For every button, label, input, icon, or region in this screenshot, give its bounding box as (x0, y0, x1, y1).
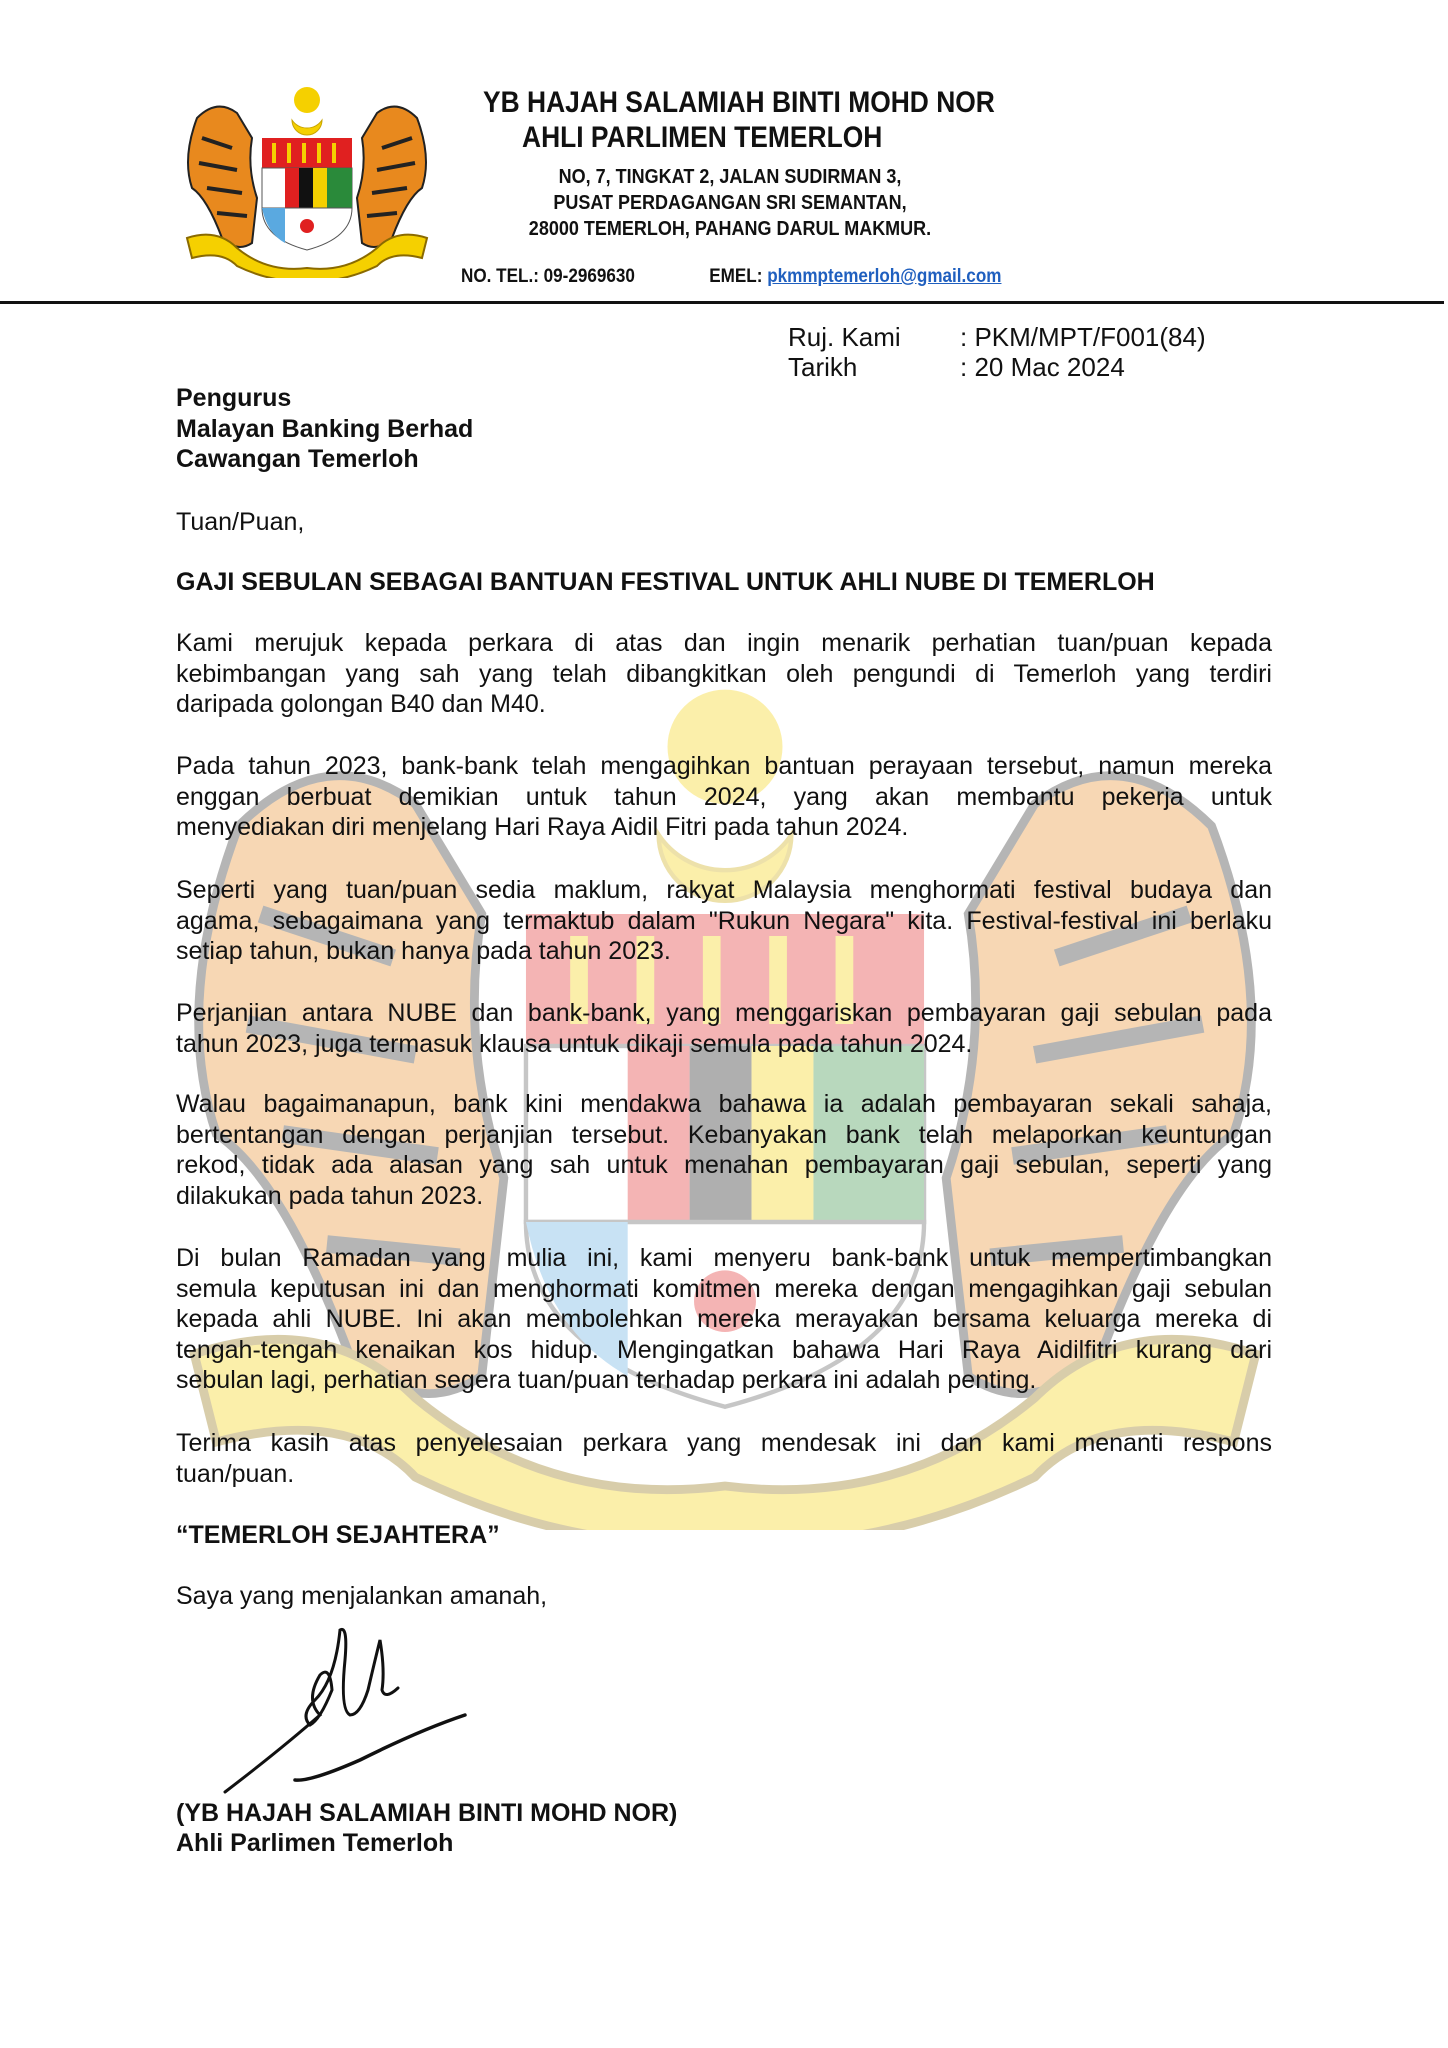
paragraph-line: Kami merujuk kepada perkara di atas dan ingin menarik perhatian tuan/puan kepada (176, 629, 1272, 657)
signature (220, 1620, 480, 1800)
recipient-line: Malayan Banking Berhad (176, 414, 474, 443)
paragraph (176, 1243, 1272, 1396)
contact-line (461, 266, 1001, 288)
motto: “TEMERLOH SEJAHTERA” (176, 1521, 500, 1549)
signatory-name: (YB HAJAH SALAMIAH BINTI MOHD NOR) (176, 1799, 678, 1827)
paragraph-line: tengah-tengah kenaikan kos hidup. Mengingatkan bahawa Hari Raya Aidilfitri kurang dari (176, 1335, 1272, 1364)
paragraph-line: tuan/puan. (176, 1459, 295, 1488)
paragraph-line: Terima kasih atas penyelesaian perkara yang mendesak ini dan kami menanti respons (176, 1429, 1272, 1457)
email-link[interactable]: pkmmptemerloh@gmail.com (767, 266, 1002, 287)
paragraph-line: kepada ahli NUBE. Ini akan membolehkan mereka merayakan bersama keluarga mereka di (176, 1305, 1272, 1333)
paragraph-line: dilakukan pada tahun 2023. (176, 1181, 484, 1210)
paragraph (176, 875, 1272, 967)
address-line-2: PUSAT PERDAGANGAN SRI SEMANTAN, (553, 192, 907, 214)
letterhead-name: YB HAJAH SALAMIAH BINTI MOHD NOR (483, 86, 995, 119)
paragraph-line: agama, sebagaimana yang termaktub dalam "Rukun Negara" kita. Festival-festival ini berlaku (176, 906, 1272, 935)
ref-value: : PKM/MPT/F001(84) (960, 322, 1206, 352)
paragraph (176, 998, 1272, 1059)
paragraph-line: setiap tahun, bukan hanya pada tahun 2023. (176, 937, 671, 965)
paragraph-line: Di bulan Ramadan yang mulia ini, kami menyeru bank-bank untuk mempertimbangkan (176, 1244, 1272, 1272)
paragraph (176, 751, 1272, 843)
recipient-line: Pengurus (176, 384, 292, 412)
address-line-3: 28000 TEMERLOH, PAHANG DARUL MAKMUR. (528, 218, 932, 240)
paragraph-line: Seperti yang tuan/puan sedia maklum, rakyat Malaysia menghormati festival budaya dan (176, 876, 1272, 904)
letterhead-title: AHLI PARLIMEN TEMERLOH (522, 121, 883, 154)
paragraph-line: bertentangan dengan perjanjian tersebut. Kebanyakan bank telah melaporkan keuntungan (176, 1120, 1272, 1149)
paragraph-line: Perjanjian antara NUBE dan bank-bank, yang menggariskan pembayaran gaji sebulan pada (176, 999, 1272, 1027)
paragraph-line: semula keputusan ini dan menghormati komitmen mereka dengan mengagihkan gaji sebulan (176, 1274, 1272, 1303)
paragraph (176, 628, 1272, 720)
paragraph-line: kebimbangan yang sah yang telah dibangkitkan oleh pengundi di Temerloh yang terdiri (176, 659, 1272, 688)
address-line-1: NO, 7, TINGKAT 2, JALAN SUDIRMAN 3, (558, 166, 902, 188)
subject: GAJI SEBULAN SEBAGAI BANTUAN FESTIVAL UNTUK AHLI NUBE DI TEMERLOH (176, 568, 1155, 596)
paragraph-line: enggan berbuat demikian untuk tahun 2024, yang akan membantu pekerja untuk (176, 782, 1272, 811)
paragraph (176, 1089, 1272, 1211)
date-value: : 20 Mac 2024 (960, 352, 1125, 382)
email-label: EMEL: (709, 266, 763, 287)
salutation: Tuan/Puan, (176, 508, 305, 536)
paragraph-line: rekod, tidak ada alasan yang sah untuk menahan pembayaran gaji sebulan, seperti yang (176, 1151, 1272, 1179)
paragraph-line: sebulan lagi, perhatian segera tuan/puan terhadap perkara ini adalah penting. (176, 1366, 1037, 1394)
paragraph-line: daripada golongan B40 dan M40. (176, 690, 546, 718)
recipient-block (176, 383, 1272, 475)
paragraph-line: Walau bagaimanapun, bank kini mendakwa bahawa ia adalah pembayaran sekali sahaja, (176, 1090, 1272, 1118)
paragraph-line: menyediakan diri menjelang Hari Raya Aidil Fitri pada tahun 2024. (176, 813, 909, 841)
paragraph-line: tahun 2023, juga termasuk klausa untuk dikaji semula pada tahun 2024. (176, 1029, 973, 1058)
ref-label: Ruj. Kami (788, 322, 901, 352)
recipient-line: Cawangan Temerloh (176, 445, 419, 473)
paragraph-line: Pada tahun 2023, bank-bank telah mengagihkan bantuan perayaan tersebut, namun mereka (176, 752, 1272, 780)
signatory-title: Ahli Parlimen Temerloh (176, 1829, 454, 1857)
coat-of-arms-logo (176, 78, 438, 278)
closing: Saya yang menjalankan amanah, (176, 1582, 548, 1610)
telephone: NO. TEL.: 09-2969630 (461, 266, 635, 287)
date-label: Tarikh (788, 352, 858, 382)
paragraph (176, 1428, 1272, 1489)
header-divider (0, 301, 1444, 304)
